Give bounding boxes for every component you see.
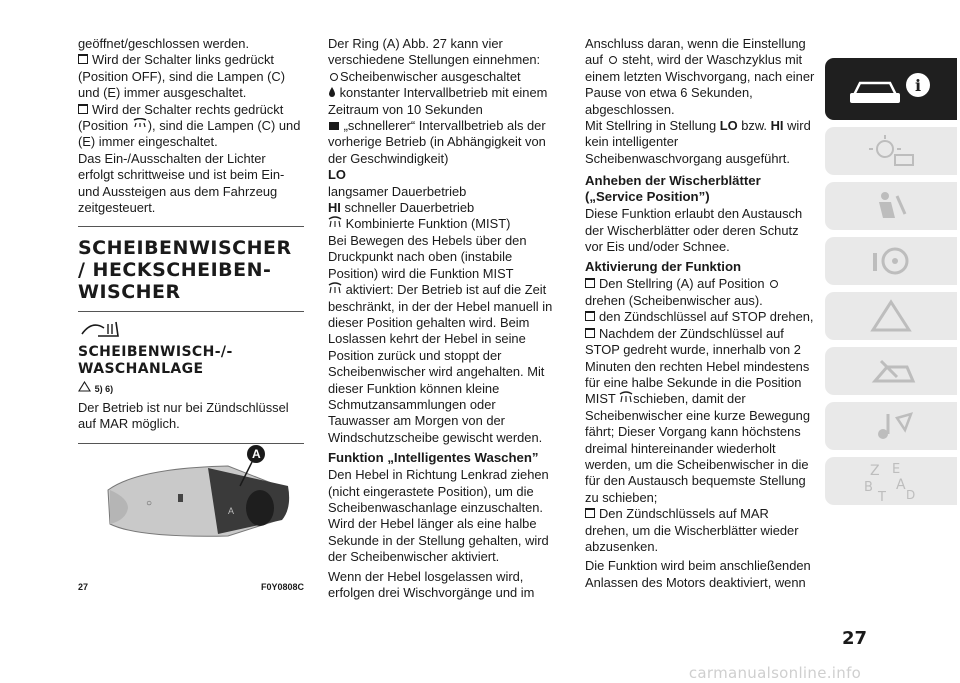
figure-number: 27: [78, 582, 89, 592]
subsection-heading: Aktivierung der Funktion: [585, 259, 742, 275]
figure-callout-a: A: [252, 447, 261, 461]
watermark-footer: carmanualsonline.info: [688, 664, 862, 682]
mist-icon: [619, 391, 633, 403]
divider: [78, 311, 304, 312]
paragraph: Bei Bewegen des Hebels über den Druckpunkt nach oben (instabile Position) wird die Funktion MIST: [328, 232, 527, 281]
svg-text:A: A: [896, 477, 906, 493]
svg-text:Z: Z: [870, 463, 880, 479]
square-bullet-icon: [585, 311, 595, 321]
setting-item: Kombinierte Funktion (MIST): [328, 216, 560, 232]
paragraph: Mit Stellring in Stellung LO bzw. HI wird kein intelligenter Scheibenwaschvorgang ausgeführt.: [585, 118, 811, 166]
alphabet-index-icon: [856, 459, 926, 503]
paragraph: Der Betrieb ist nur bei Zündschlüssel auf MAR möglich.: [78, 399, 289, 432]
tab-index[interactable]: [825, 457, 957, 505]
wiper-symbol-row: [78, 318, 304, 340]
section-heading: SCHEIBENWISCHER / HECKSCHEIBEN-WISCHER: [78, 237, 292, 304]
warning-refs: 5) 6): [78, 380, 304, 397]
bullet-paragraph: Wird der Schalter rechts gedrückt (Position ), sind die Lampen (C) und (E) immer eingeschaltet.: [78, 101, 301, 150]
subsection-heading: SCHEIBENWISCH-/-WASCHANLAGE: [78, 344, 233, 378]
column-right: [585, 36, 815, 591]
paragraph: Der Ring (A) Abb. 27 kann vier verschiedene Stellungen einnehmen:: [328, 36, 541, 68]
wiper-lever-illustration: [78, 428, 304, 574]
off-ring-icon: [609, 56, 617, 64]
paragraph: Die Funktion wird beim anschließenden Anlassen des Motors deaktiviert, wenn: [585, 558, 811, 590]
chapter-sidebar: [825, 58, 957, 512]
bullet-paragraph: Den Zündschlüssels auf MAR drehen, um die Wischerblätter wieder abzusenken.: [585, 506, 799, 554]
paragraph: Den Hebel in Richtung Lenkrad ziehen (nicht eingerastete Position), um die Scheibenwaschanlage einzuschalten. Wird der Hebel länger als eine halbe Sekunde in der Stellung gehalten, wird der Scheibenwischer aktiviert.: [328, 467, 549, 565]
square-bullet-icon: [585, 278, 595, 288]
wiper-symbol-icon: [78, 318, 122, 340]
svg-text:D: D: [906, 488, 916, 502]
interior-light-icon: [132, 118, 148, 128]
drop-double-icon: [328, 119, 340, 131]
car-info-icon: [846, 69, 936, 109]
subsection-heading: Anheben der Wischerblätter („Service Position”): [585, 173, 761, 205]
bullet-paragraph: Wird der Schalter links gedrückt (Position OFF), sind die Lampen (C) und (E) immer ausgeschaltet.: [78, 52, 286, 101]
tab-emergency[interactable]: [825, 292, 957, 340]
drop-single-icon: [328, 86, 336, 98]
mist-icon: [328, 216, 342, 228]
setting-item: [328, 167, 560, 183]
setting-item: konstanter Intervallbetrieb mit einem Zeitraum von 10 Sekunden: [328, 85, 548, 117]
square-bullet-icon: [78, 54, 88, 64]
text-line: geöffnet/geschlossen werden.: [78, 36, 250, 51]
svg-text:B: B: [864, 480, 873, 495]
tab-multimedia[interactable]: [825, 402, 957, 450]
square-bullet-icon: [78, 104, 88, 114]
hi-symbol: HI: [328, 200, 341, 216]
paragraph: Anschluss daran, wenn die Einstellung auf steht, wird der Waschzyklus mit einem letzten Wischvorgang, nach einer Pause von etwa 6 Sekunden, abgeschlossen.: [585, 36, 815, 117]
bullet-paragraph: den Zündschlüssel auf STOP drehen,: [585, 309, 815, 325]
svg-text:A: A: [228, 506, 235, 516]
hi-symbol: HI: [770, 118, 784, 134]
svg-text:○: ○: [146, 498, 153, 509]
wiper-lever-figure: [78, 428, 304, 574]
lo-symbol: LO: [719, 118, 738, 134]
off-ring-icon: [330, 73, 338, 81]
subsection-heading: Funktion „Intelligentes Waschen”: [328, 450, 539, 466]
square-bullet-icon: [585, 328, 595, 338]
tab-starting-driving[interactable]: [825, 237, 957, 285]
column-middle: [328, 36, 560, 601]
bullet-paragraph: Den Stellring (A) auf Position drehen (Scheibenwischer aus).: [585, 276, 815, 309]
tab-warning-lights[interactable]: [825, 127, 957, 175]
music-navigation-icon: [861, 408, 921, 444]
steering-key-icon: [861, 243, 921, 279]
bullet-paragraph: Nachdem der Zündschlüssel auf STOP gedreht wurde, innerhalb von 2 Minuten den rechten Hebel mindestens für eine halbe Sekunde in die Position MIST schieben, damit der Scheibenwischer eine kurze Bewegung fährt; Dieser Vorgang kann höchstens dreimal hintereinander wiederholt werden, um die Scheibenwischer in die für den Austausch bequemste Stellung zu schieben;: [585, 325, 811, 505]
tab-car-info[interactable]: [825, 58, 957, 120]
warning-lights-icon: [861, 133, 921, 169]
airbag-seat-icon: [861, 188, 921, 224]
setting-item: langsamer Dauerbetrieb: [328, 183, 467, 199]
off-ring-icon: [770, 280, 778, 288]
tab-maintenance[interactable]: [825, 347, 957, 395]
paragraph: aktiviert: Der Betrieb ist auf die Zeit beschränkt, in der der Hebel manuell in dieser Position gehalten wird. Beim Loslassen kehrt der Hebel in seine Position zurück und stoppt der Scheibenwischer wird angehalten. Mit dieser Funktion können kleine Schmutzansammlungen oder Tauwasser am Morgen von der Windschutzscheibe gewischt werden.: [328, 282, 553, 445]
mist-icon: [328, 282, 342, 294]
divider: [78, 226, 304, 227]
warning-triangle-icon: [861, 298, 921, 334]
svg-text:T: T: [878, 490, 886, 503]
warning-triangle-icon: [78, 381, 91, 392]
svg-text:i: i: [915, 76, 922, 95]
figure-caption: [78, 582, 304, 592]
paragraph: Diese Funktion erlaubt den Austausch der Wischerblätter oder deren Schutz vor Eis und/oder Schnee.: [585, 206, 803, 255]
paragraph: Wenn der Hebel losgelassen wird, erfolgen drei Wischvorgänge und im: [328, 568, 535, 600]
setting-item: HI schneller Dauerbetrieb: [328, 200, 475, 216]
svg-text:E: E: [892, 462, 901, 477]
column-left: [78, 36, 304, 450]
tab-safety[interactable]: [825, 182, 957, 230]
setting-item: Scheibenwischer ausgeschaltet: [328, 69, 560, 85]
lo-symbol: LO: [328, 167, 346, 183]
figure-code: F0Y0808C: [260, 582, 304, 592]
wrench-car-icon: [861, 353, 921, 389]
setting-item: „schnellerer“ Intervallbetrieb als der vorherige Betrieb (in Abhängigkeit von der Geschwindigkeit): [328, 118, 546, 166]
square-bullet-icon: [585, 508, 595, 518]
paragraph: Das Ein-/Ausschalten der Lichter erfolgt schrittweise und ist beim Ein- und Aussteigen aus dem Fahrzeug zeitgesteuert.: [78, 150, 285, 216]
page-number: 27: [842, 628, 868, 649]
